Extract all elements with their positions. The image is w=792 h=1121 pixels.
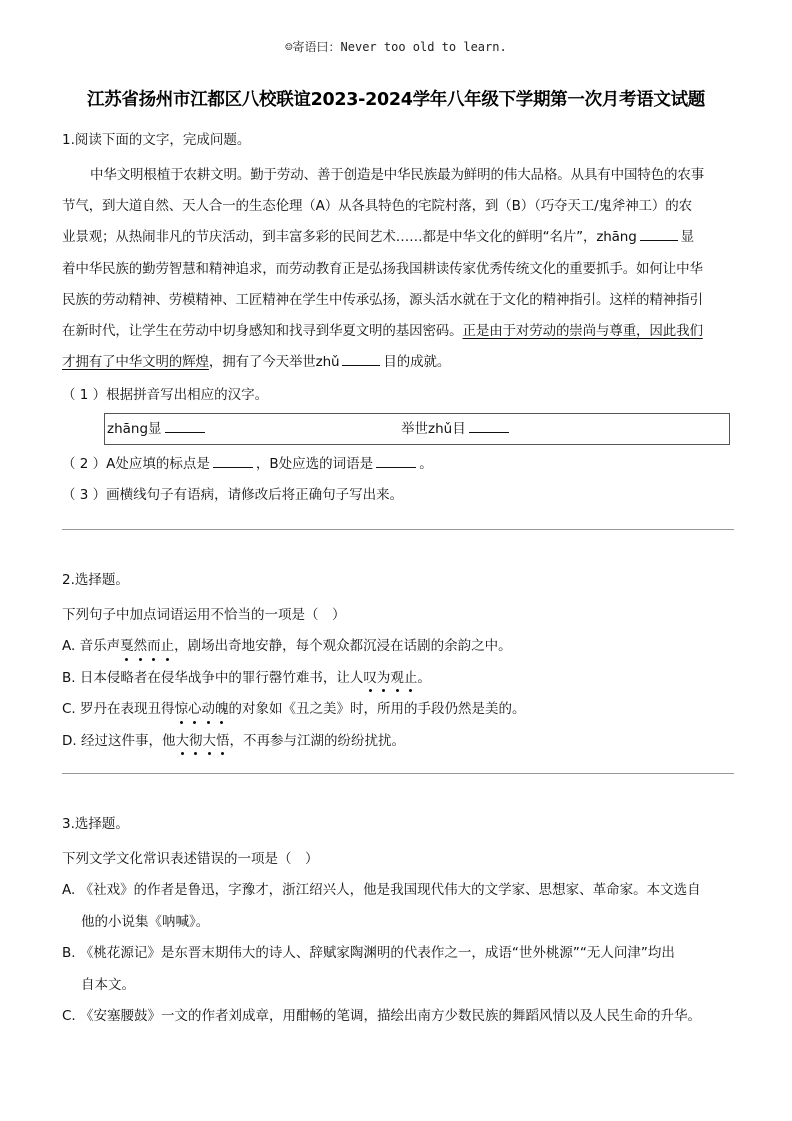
dotted-char: 魄: [215, 694, 229, 726]
answer-blank[interactable]: [469, 420, 509, 433]
option-text: D. 经过这件事，他: [62, 732, 176, 749]
passage-line: 中华文明根植于农耕文明。勤于劳动、善于创造是中华民族最为鲜明的伟大品格。从具有中国特色的农事: [90, 167, 705, 183]
option-text: B. 日本侵略者在侵华战争中的罪行罄竹难书，让人: [62, 669, 364, 686]
dotted-char: 观: [390, 663, 404, 695]
answer-blank[interactable]: [213, 455, 253, 468]
page-title: 江苏省扬州市江都区八校联谊2023-2024学年八年级下学期第一次月考语文试题: [87, 90, 705, 110]
question-3-heading: 3.选择题。: [62, 816, 129, 833]
answer-blank[interactable]: [640, 228, 678, 241]
question-2-stem: 下列句子中加点词语运用不恰当的一项是（ ）: [62, 607, 346, 624]
section-divider: [62, 529, 734, 530]
sub-question-text: 。: [419, 456, 433, 473]
dotted-char: 动: [202, 694, 216, 726]
dotted-char: 止: [404, 663, 418, 695]
sub-question-text: （ 2 ）A处应填的标点是: [62, 456, 210, 473]
pinyin-answer-box: [104, 413, 730, 445]
dotted-char: 止: [161, 631, 175, 663]
pinyin-item: [401, 414, 512, 444]
option-text: 的对象如《丑之美》时，所用的手段仍然是美的。: [228, 701, 526, 718]
dotted-char: 大: [175, 726, 189, 758]
question-2-heading: 2.选择题。: [62, 572, 129, 589]
option-a-continued: 他的小说集《呐喊》。: [81, 913, 210, 930]
answer-blank[interactable]: [165, 420, 205, 433]
option-d[interactable]: [62, 726, 734, 758]
pinyin-prompt: zhāng显: [107, 421, 162, 438]
passage-line: 着中华民族的勤劳智慧和精神追求，而劳动教育正是弘扬我国耕读传家优秀传统文化的重要抓手。如何让中华: [62, 260, 703, 277]
sub-question-3: （ 3 ）画横线句子有语病，请修改后将正确句子写出来。: [62, 487, 404, 504]
underlined-sentence: 才拥有了中华文明的辉煌: [62, 354, 209, 371]
option-text: 。: [417, 669, 431, 686]
motto-header: ☺寄语曰：Never too old to learn.: [285, 40, 507, 54]
answer-blank[interactable]: [376, 455, 416, 468]
option-b[interactable]: B. 《桃花源记》是东晋末期伟大的诗人、辞赋家陶渊明的代表作之一，成语“世外桃源”“无人问津”均出: [62, 945, 675, 962]
passage-line: [62, 347, 734, 378]
pinyin-prompt: 举世zhǔ目: [401, 421, 466, 438]
dotted-char: 悟: [216, 726, 230, 758]
option-text: A. 音乐声: [62, 638, 121, 655]
passage-text: ，拥有了今天举世zhǔ: [208, 354, 340, 371]
option-text: ，剧场出奇地安静，每个观众都沉浸在话剧的余韵之中。: [174, 638, 512, 655]
answer-blank[interactable]: [342, 353, 380, 366]
dotted-char: 叹: [363, 663, 377, 695]
passage-text: 显: [680, 229, 694, 246]
option-a[interactable]: [62, 631, 734, 663]
dotted-char: 而: [147, 631, 161, 663]
passage-text: 目的成就。: [383, 354, 451, 371]
sub-question-1: （ 1 ）根据拼音写出相应的汉字。: [62, 387, 269, 404]
option-b[interactable]: [62, 663, 734, 695]
passage-line: 节气，到大道自然、天人合一的生态伦理（A）从各具特色的宅院村落，到（B）（巧夺天工/鬼斧神工）的农: [62, 198, 692, 215]
dotted-char: 戛: [120, 631, 134, 663]
pinyin-item: [107, 414, 208, 444]
option-text: C. 罗丹在表现丑得: [62, 701, 175, 718]
dotted-char: 惊: [175, 694, 189, 726]
passage-text: 在新时代，让学生在劳动中切身感知和找寻到华夏文明的基因密码。: [62, 322, 463, 339]
option-a[interactable]: A. 《社戏》的作者是鲁迅，字豫才，浙江绍兴人，他是我国现代伟大的文学家、思想家、革命家。本文选自: [62, 882, 701, 899]
passage-line: [62, 222, 734, 253]
dotted-char: 彻: [189, 726, 203, 758]
option-c[interactable]: C. 《安塞腰鼓》一文的作者刘成章，用酣畅的笔调，描绘出南方少数民族的舞蹈风情以及人民生命的升华。: [62, 1008, 702, 1025]
dotted-char: 大: [202, 726, 216, 758]
passage-line: 民族的劳动精神、劳模精神、工匠精神在学生中传承弘扬，源头活水就在于文化的精神指引。这样的精神指引: [62, 291, 703, 308]
dotted-char: 心: [188, 694, 202, 726]
sub-question-2: [62, 449, 734, 480]
section-divider: [62, 773, 734, 774]
passage-text: 业景观；从热闹非凡的节庆活动，到丰富多彩的民间艺术……都是中华文化的鲜明“名片”，zhāng: [62, 229, 637, 246]
dotted-char: 为: [377, 663, 391, 695]
passage-line: [62, 316, 734, 347]
dotted-char: 然: [134, 631, 148, 663]
option-c[interactable]: [62, 694, 734, 726]
question-1-passage: [62, 160, 734, 378]
option-text: ，不再参与江湖的纷纷扰扰。: [229, 732, 405, 749]
option-b-continued: 自本文。: [81, 976, 135, 993]
question-1-heading: 1.阅读下面的文字，完成问题。: [62, 132, 251, 148]
sub-question-text: ，B处应选的词语是: [255, 456, 374, 473]
underlined-sentence: 正是由于对劳动的崇尚与尊重，因此我们: [462, 322, 703, 339]
question-3-stem: 下列文学文化常识表述错误的一项是（ ）: [62, 851, 319, 868]
document-body: [62, 128, 734, 1033]
